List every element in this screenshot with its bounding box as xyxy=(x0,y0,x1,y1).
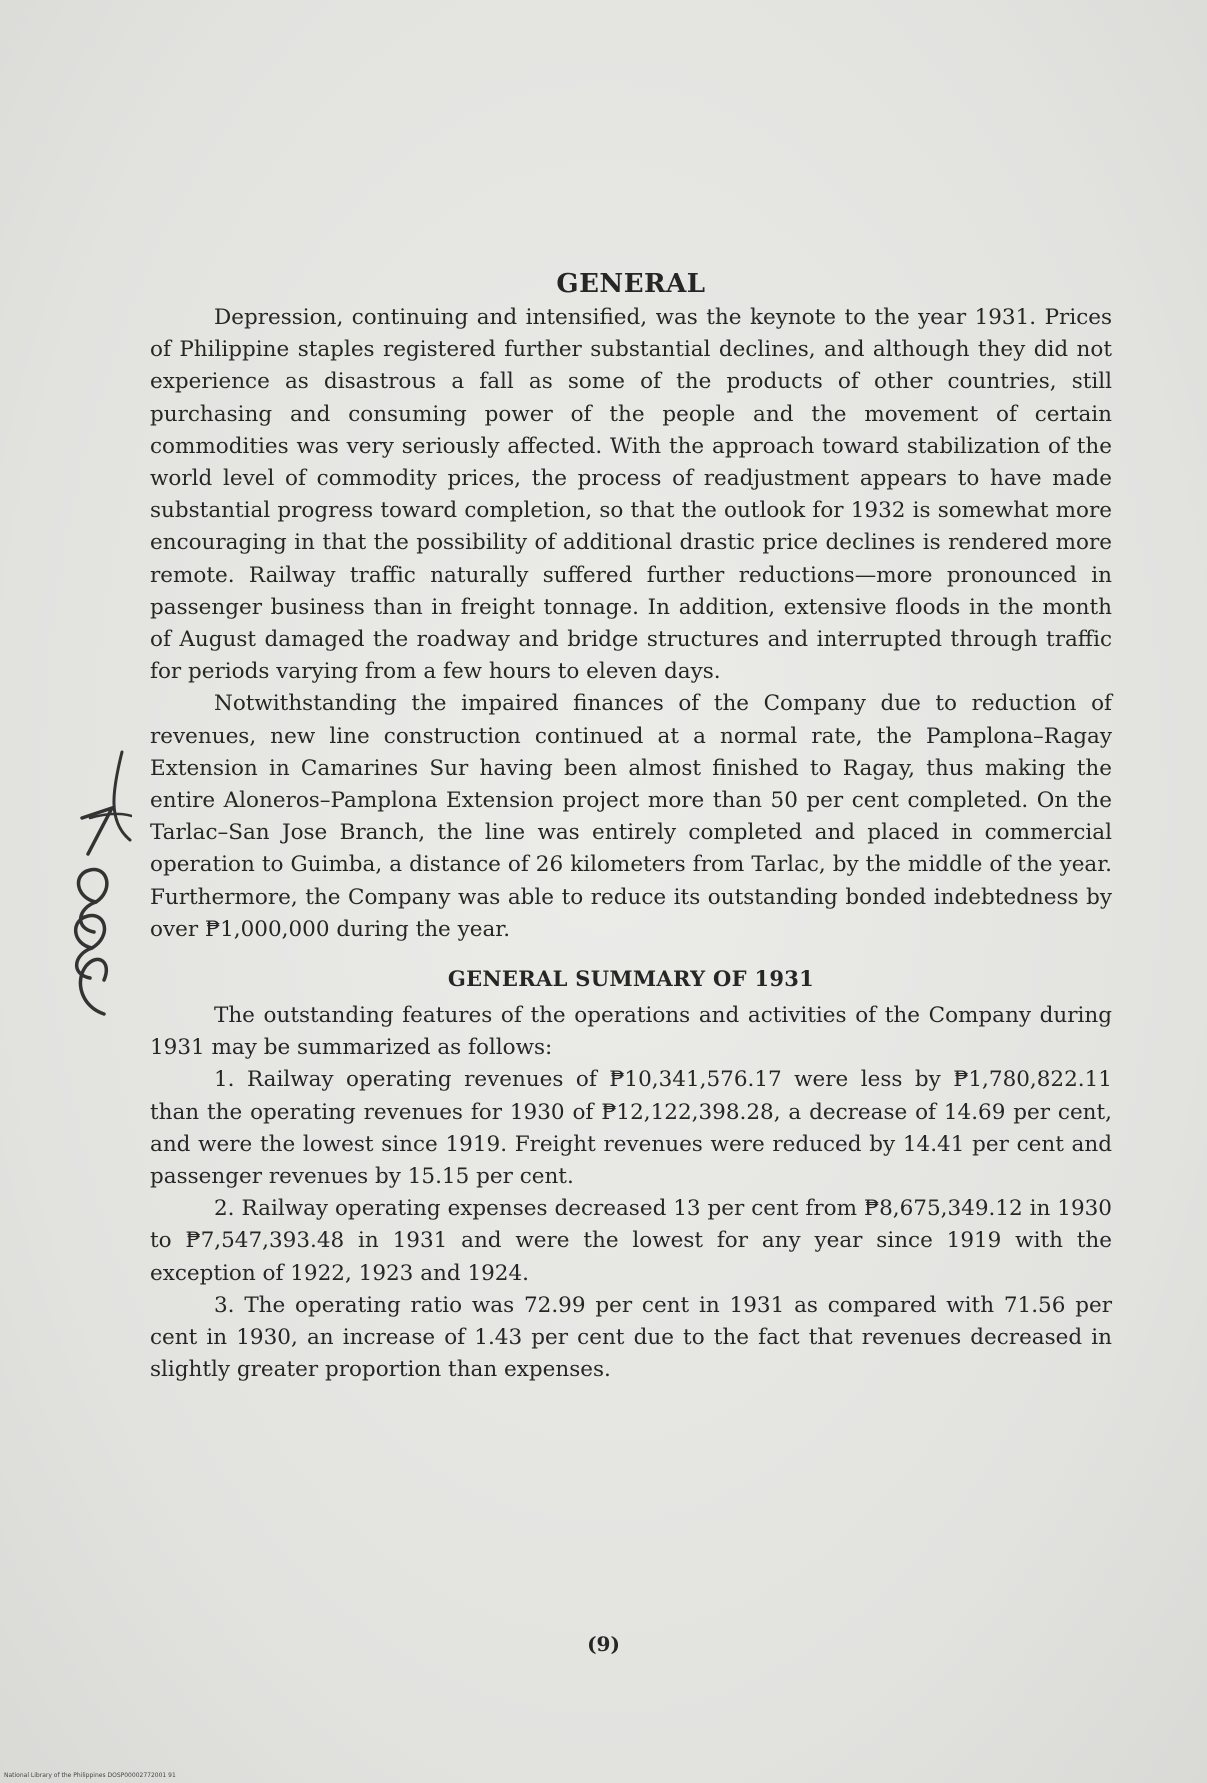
intro-paragraph-1: Depression, continuing and intensified, was the keynote to the year 1931. Prices of Philippine staples registered further substantial declines, and although they did not experience as disastrous a fall as some of the products of other countries, still purchasing and consuming power of the people and the movement of certain commodities was very seriously affected. With the approach toward stabilization of the world level of commodity prices, the process of readjustment appears to have made substantial progress toward completion, so that the outlook for 1932 is somewhat more encouraging in that the possibility of additional drastic price declines is rendered more remote. Railway traffic naturally suffered further reductions—more pronounced in passenger business than in freight tonnage. In addition, extensive floods in the month of August damaged the roadway and bridge structures and interrupted through traffic for periods varying from a few hours to eleven days. xyxy=(150,305,1112,685)
page-title: GENERAL xyxy=(556,269,706,299)
document-body xyxy=(150,268,1112,1387)
summary-intro: The outstanding features of the operations and activities of the Company during 1931 may be summarized as follows: xyxy=(150,1003,1112,1061)
summary-item-3: 3. The operating ratio was 72.99 per cent in 1931 as compared with 71.56 per cent in 1930, an increase of 1.43 per cent due to the fact that revenues decreased in slightly greater proportion than expenses. xyxy=(150,1292,1112,1383)
page-number: (9) xyxy=(587,1632,620,1656)
archive-stamp: National Library of the Philippines DOSP00002772001 91 xyxy=(4,1772,176,1779)
section-heading: GENERAL SUMMARY OF 1931 xyxy=(447,966,815,992)
summary-item-1: 1. Railway operating revenues of ₱10,341,576.17 were less by ₱1,780,822.11 than the operating revenues for 1930 of ₱12,122,398.28, a decrease of 14.69 per cent, and were the lowest since 1919. Freight revenues were reduced by 14.41 per cent and passenger revenues by 15.15 per cent. xyxy=(150,1067,1112,1190)
intro-paragraph-2: Notwithstanding the impaired finances of the Company due to reduction of revenues, new line construction continued at a normal rate, the Pamplona–Ragay Extension in Camarines Sur having been almost finished to Ragay, thus making the entire Aloneros–Pamplona Extension project more than 50 per cent completed. On the Tarlac–San Jose Branch, the line was entirely completed and placed in commercial operation to Guimba, a distance of 26 kilometers from Tarlac, by the middle of the year. Furthermore, the Company was able to reduce its outstanding bonded indebtedness by over ₱1,000,000 during the year. xyxy=(150,691,1112,942)
summary-item-2: 2. Railway operating expenses decreased 13 per cent from ₱8,675,349.12 in 1930 to ₱7,547,393.48 in 1931 and were the lowest for any year since 1919 with the exception of 1922, 1923 and 1924. xyxy=(150,1196,1112,1286)
handwritten-annotation xyxy=(52,722,132,1022)
